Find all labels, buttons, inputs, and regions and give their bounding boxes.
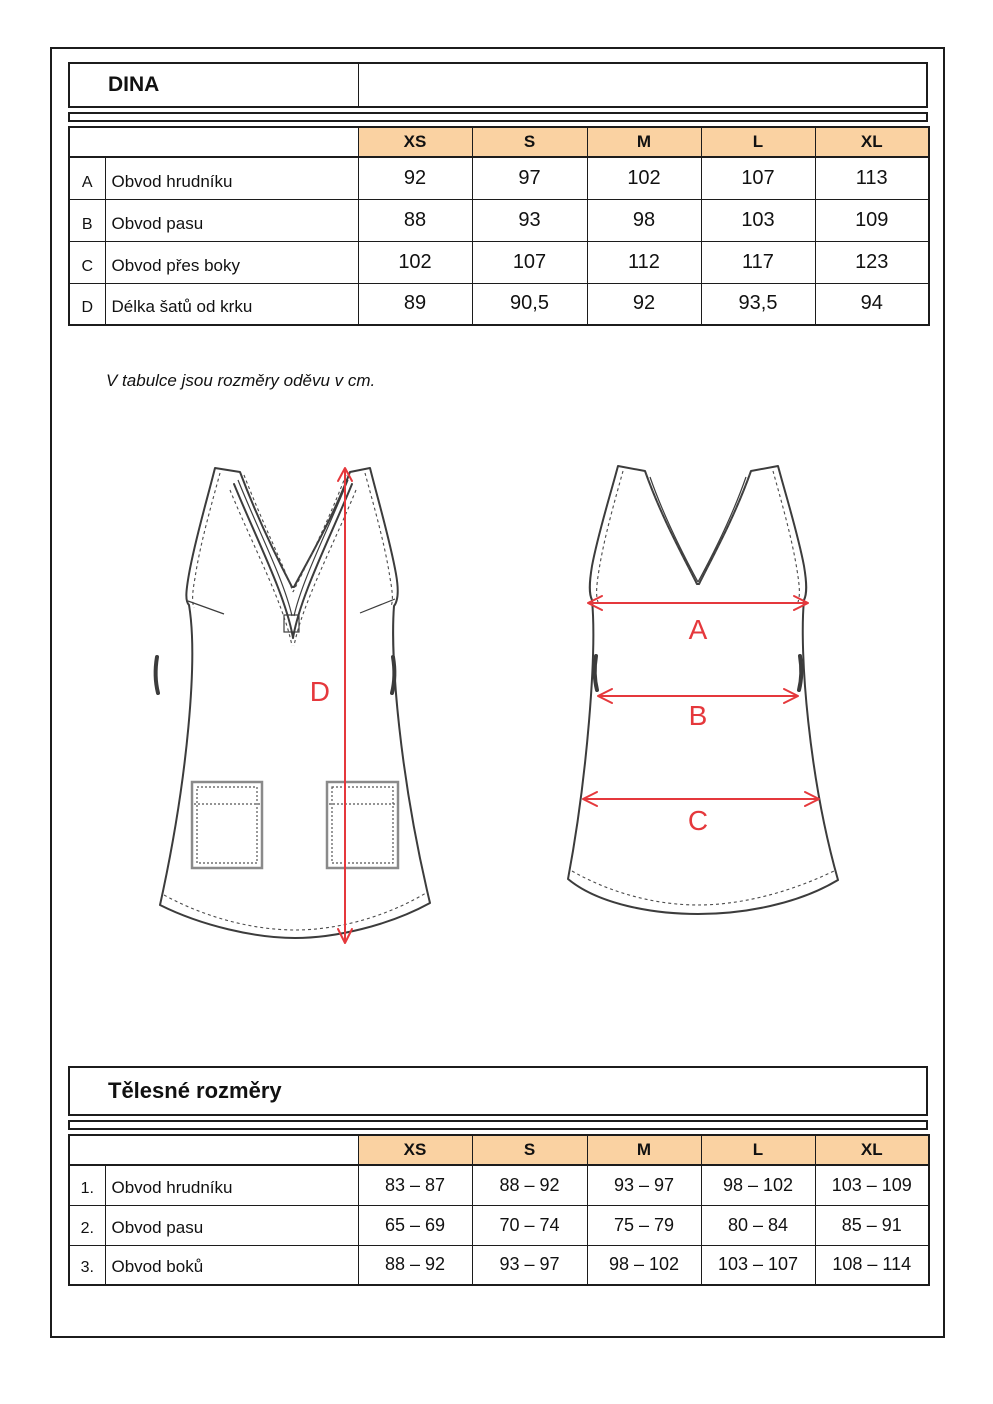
- value-cell: 93: [472, 199, 587, 241]
- value-cell: 88 – 92: [358, 1245, 472, 1285]
- value-cell: 107: [472, 241, 587, 283]
- row-code: A: [69, 157, 105, 199]
- value-cell: 117: [701, 241, 815, 283]
- body-table-title: [70, 1068, 926, 1114]
- size-header-cell: L: [701, 127, 815, 157]
- side-notch: [392, 657, 394, 693]
- size-header-row: [69, 1135, 929, 1165]
- measurement-arrow-d: [310, 468, 352, 943]
- value-cell: 93,5: [701, 283, 815, 325]
- spacer-band: [68, 112, 928, 122]
- table-row: [69, 1205, 929, 1245]
- row-label: Obvod pasu: [105, 1205, 358, 1245]
- garment-table-grid: [68, 126, 930, 326]
- garment-size-table: [68, 62, 928, 326]
- row-code: 2.: [69, 1205, 105, 1245]
- dress-front-outline: [156, 468, 430, 938]
- side-notch: [595, 656, 597, 690]
- value-cell: 103 – 107: [701, 1245, 815, 1285]
- measurement-arrow-b: [598, 689, 798, 731]
- row-code: C: [69, 241, 105, 283]
- row-code: B: [69, 199, 105, 241]
- table-row: [69, 241, 929, 283]
- row-label: Obvod hrudníku: [105, 1165, 358, 1205]
- table-row: [69, 1165, 929, 1205]
- value-cell: 103 – 109: [815, 1165, 929, 1205]
- value-cell: 98 – 102: [701, 1165, 815, 1205]
- value-cell: 108 – 114: [815, 1245, 929, 1285]
- units-note: V tabulce jsou rozměry oděvu v cm.: [106, 371, 376, 390]
- garment-table-title-row: [68, 62, 928, 108]
- row-label: Obvod hrudníku: [105, 157, 358, 199]
- value-cell: 80 – 84: [701, 1205, 815, 1245]
- size-header-cell: S: [472, 127, 587, 157]
- value-cell: 113: [815, 157, 929, 199]
- dress-back-drawing: [558, 458, 854, 930]
- value-cell: 102: [358, 241, 472, 283]
- value-cell: 93 – 97: [587, 1165, 701, 1205]
- value-cell: 70 – 74: [472, 1205, 587, 1245]
- body-measurements-table: [68, 1066, 928, 1286]
- table-row: [69, 199, 929, 241]
- side-notch: [799, 656, 801, 690]
- value-cell: 102: [587, 157, 701, 199]
- size-header-cell: M: [587, 127, 701, 157]
- value-cell: 92: [358, 157, 472, 199]
- value-cell: 103: [701, 199, 815, 241]
- measure-label-d: D: [309, 676, 330, 707]
- body-table-grid: [68, 1134, 930, 1286]
- garment-table-title-text: DINA: [108, 73, 160, 96]
- patch-pockets: [192, 782, 398, 868]
- dress-front-drawing: [148, 458, 460, 954]
- row-label: Obvod přes boky: [105, 241, 358, 283]
- row-code: 3.: [69, 1245, 105, 1285]
- measure-label-c: C: [687, 805, 709, 836]
- measurement-arrow-a: [588, 596, 808, 645]
- garment-table-title: [70, 64, 359, 106]
- size-header-row: [69, 127, 929, 157]
- size-header-cell: S: [472, 1135, 587, 1165]
- size-header-cell: XL: [815, 1135, 929, 1165]
- value-cell: 92: [587, 283, 701, 325]
- value-cell: 90,5: [472, 283, 587, 325]
- size-header-cell: XS: [358, 127, 472, 157]
- value-cell: 112: [587, 241, 701, 283]
- body-table-title-row: [68, 1066, 928, 1116]
- value-cell: 107: [701, 157, 815, 199]
- row-label: Obvod boků: [105, 1245, 358, 1285]
- spacer-band: [68, 1120, 928, 1130]
- size-header-cell: XL: [815, 127, 929, 157]
- value-cell: 65 – 69: [358, 1205, 472, 1245]
- value-cell: 93 – 97: [472, 1245, 587, 1285]
- value-cell: 75 – 79: [587, 1205, 701, 1245]
- value-cell: 89: [358, 283, 472, 325]
- value-cell: 94: [815, 283, 929, 325]
- value-cell: 98 – 102: [587, 1245, 701, 1285]
- measure-label-a: A: [688, 614, 708, 645]
- row-code: D: [69, 283, 105, 325]
- row-label: Obvod pasu: [105, 199, 358, 241]
- value-cell: 88: [358, 199, 472, 241]
- measure-label-b: B: [688, 700, 708, 731]
- table-row: [69, 1245, 929, 1285]
- measurement-arrow-c: [583, 792, 819, 836]
- body-table-title-text: Tělesné rozměry: [108, 1078, 282, 1103]
- value-cell: 88 – 92: [472, 1165, 587, 1205]
- garment-table-title-empty-cell: [359, 64, 926, 106]
- value-cell: 83 – 87: [358, 1165, 472, 1205]
- table-row: [69, 283, 929, 325]
- value-cell: 85 – 91: [815, 1205, 929, 1245]
- row-label: Délka šatů od krku: [105, 283, 358, 325]
- row-code: 1.: [69, 1165, 105, 1205]
- value-cell: 109: [815, 199, 929, 241]
- side-notch: [156, 657, 158, 693]
- value-cell: 97: [472, 157, 587, 199]
- size-header-blank-cell: [69, 1135, 358, 1165]
- size-header-blank-cell: [69, 127, 358, 157]
- size-header-cell: XS: [358, 1135, 472, 1165]
- value-cell: 123: [815, 241, 929, 283]
- size-header-cell: M: [587, 1135, 701, 1165]
- table-row: [69, 157, 929, 199]
- size-header-cell: L: [701, 1135, 815, 1165]
- value-cell: 98: [587, 199, 701, 241]
